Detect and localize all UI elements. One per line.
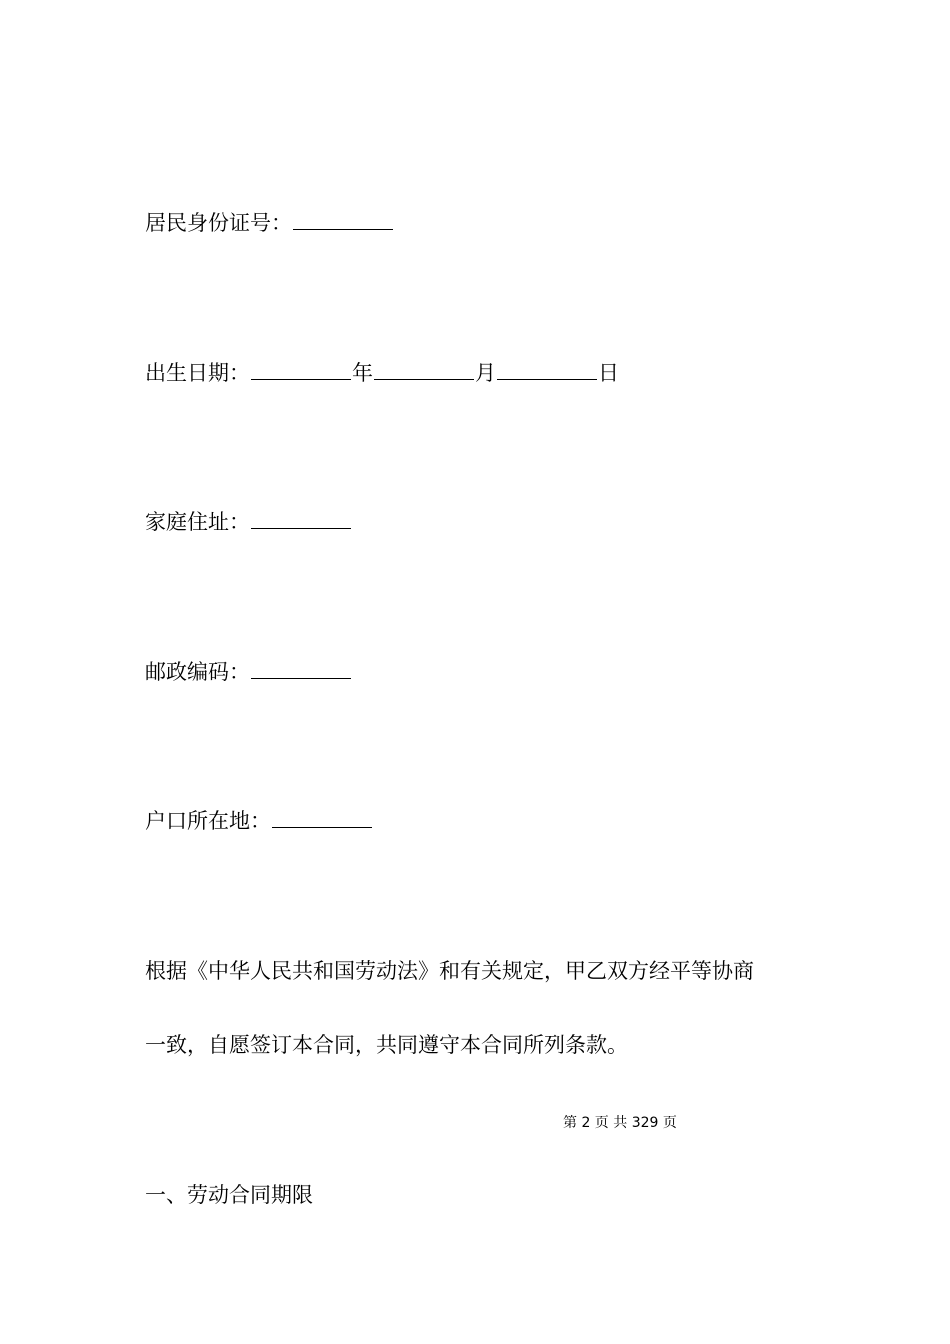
postal-code-blank[interactable] xyxy=(251,658,351,679)
birth-date-label: 出生日期： xyxy=(145,361,250,385)
birth-date-field xyxy=(145,359,619,387)
household-registration-blank[interactable] xyxy=(272,807,372,828)
household-registration-label: 户口所在地： xyxy=(145,809,271,833)
birth-day-blank[interactable] xyxy=(497,359,597,380)
year-label: 年 xyxy=(352,361,373,385)
page-number: 第 2 页 共 329 页 xyxy=(563,1115,677,1131)
home-address-label: 家庭住址： xyxy=(145,510,250,534)
section-heading: 一、劳动合同期限 xyxy=(145,1183,313,1207)
home-address-field xyxy=(145,508,352,536)
paragraph-line-2: 一致，自愿签订本合同，共同遵守本合同所列条款。 xyxy=(145,1033,628,1057)
postal-code-field xyxy=(145,658,352,686)
home-address-blank[interactable] xyxy=(251,508,351,529)
paragraph-line-1: 根据《中华人民共和国劳动法》和有关规定，甲乙双方经平等协商 xyxy=(145,959,754,983)
month-label: 月 xyxy=(475,361,496,385)
id-number-blank[interactable] xyxy=(293,209,393,230)
day-label: 日 xyxy=(598,361,619,385)
birth-month-blank[interactable] xyxy=(374,359,474,380)
id-number-label: 居民身份证号： xyxy=(145,211,292,235)
household-registration-field xyxy=(145,807,373,835)
id-number-field xyxy=(145,209,394,237)
postal-code-label: 邮政编码： xyxy=(145,660,250,684)
birth-year-blank[interactable] xyxy=(251,359,351,380)
